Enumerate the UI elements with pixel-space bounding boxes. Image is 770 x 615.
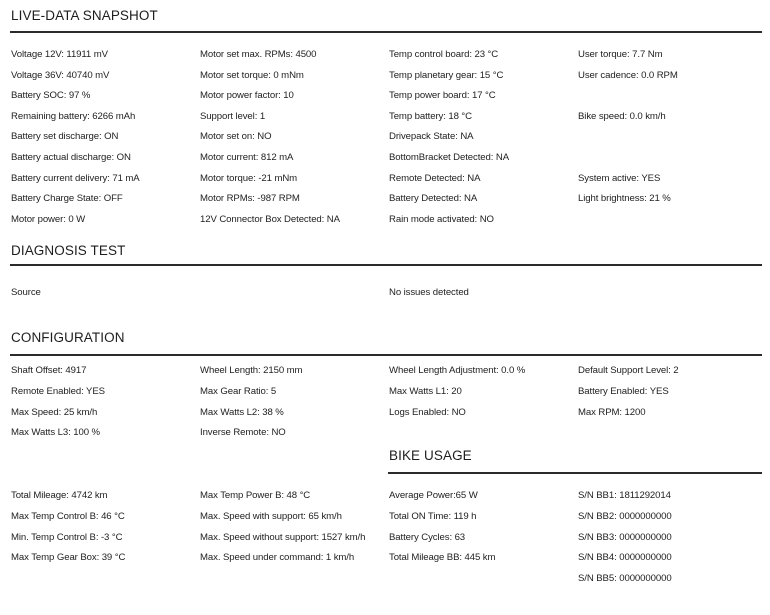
- bike-usage-field: S/N BB5: 0000000000: [578, 573, 672, 585]
- bike-usage-field: Total Mileage: 4742 km: [11, 490, 108, 501]
- live-data-field: Battery Detected: NA: [389, 193, 478, 205]
- live-data-field: Battery set discharge: ON: [11, 131, 119, 143]
- bike-usage-field: Max. Speed with support: 65 km/h: [200, 510, 342, 522]
- live-data-field: Temp battery: 18 °C: [389, 110, 472, 122]
- bike-usage-field: Min. Temp Control B: -3 °C: [11, 531, 123, 543]
- live-data-field: Rain mode activated: NO: [389, 213, 494, 225]
- live-data-field: Drivepack State: NA: [389, 131, 474, 143]
- live-data-field: 12V Connector Box Detected: NA: [200, 213, 340, 225]
- bike-usage-field: Average Power:65 W: [389, 490, 478, 501]
- bike-usage-field: S/N BB2: 0000000000: [578, 510, 672, 522]
- configuration-field: Logs Enabled: NO: [389, 406, 466, 418]
- live-data-field: Temp control board: 23 °C: [389, 49, 499, 60]
- configuration-divider: [10, 354, 762, 356]
- live-data-field: User torque: 7.7 Nm: [578, 49, 663, 60]
- configuration-field: Max Watts L2: 38 %: [200, 406, 284, 418]
- bike-usage-title: BIKE USAGE: [389, 448, 472, 463]
- configuration-field: Max Watts L1: 20: [389, 385, 462, 397]
- live-data-field: Motor power factor: 10: [200, 90, 294, 102]
- bike-usage-field: S/N BB3: 0000000000: [578, 531, 672, 543]
- configuration-field: Remote Enabled: YES: [11, 385, 105, 397]
- live-data-field: Motor current: 812 mA: [200, 152, 294, 163]
- live-data-field: Motor set max. RPMs: 4500: [200, 49, 317, 60]
- configuration-field: Max Speed: 25 km/h: [11, 406, 98, 418]
- bike-usage-field: Max Temp Control B: 46 °C: [11, 510, 125, 522]
- live-data-divider: [10, 31, 762, 33]
- live-data-field: Bike speed: 0.0 km/h: [578, 110, 666, 122]
- diagnosis-result: No issues detected: [389, 287, 469, 298]
- configuration-field: Inverse Remote: NO: [200, 427, 286, 439]
- configuration-field: Wheel Length: 2150 mm: [200, 365, 303, 376]
- configuration-field: Default Support Level: 2: [578, 365, 679, 376]
- bike-usage-field: Max. Speed without support: 1527 km/h: [200, 531, 366, 543]
- diagnosis-divider: [10, 264, 762, 266]
- live-data-field: Motor power: 0 W: [11, 213, 86, 225]
- bike-usage-field: Battery Cycles: 63: [389, 531, 466, 543]
- live-data-field: Battery current delivery: 71 mA: [11, 172, 140, 184]
- live-data-field: Motor set on: NO: [200, 131, 272, 143]
- bike-usage-field: Max Temp Gear Box: 39 °C: [11, 552, 126, 564]
- live-data-field: Motor RPMs: -987 RPM: [200, 193, 300, 205]
- live-data-field: Battery SOC: 97 %: [11, 90, 91, 102]
- configuration-field: Battery Enabled: YES: [578, 385, 669, 397]
- live-data-field: Motor torque: -21 mNm: [200, 172, 298, 184]
- live-data-field: System active: YES: [578, 172, 661, 184]
- live-data-field: Support level: 1: [200, 110, 266, 122]
- live-data-field: User cadence: 0.0 RPM: [578, 69, 678, 81]
- live-data-field: Remote Detected: NA: [389, 172, 481, 184]
- configuration-field: Max RPM: 1200: [578, 406, 646, 418]
- bike-usage-field: Max Temp Power B: 48 °C: [200, 490, 311, 501]
- diagnosis-source-label: Source: [11, 287, 41, 298]
- diagnosis-title: DIAGNOSIS TEST: [11, 243, 126, 258]
- configuration-field: Wheel Length Adjustment: 0.0 %: [389, 365, 526, 376]
- live-data-field: Remaining battery: 6266 mAh: [11, 110, 136, 122]
- bike-usage-field: S/N BB1: 1811292014: [578, 490, 671, 501]
- bike-usage-divider: [388, 472, 762, 474]
- bike-usage-field: S/N BB4: 0000000000: [578, 552, 672, 564]
- live-data-field: Temp planetary gear: 15 °C: [389, 69, 504, 81]
- live-data-title: LIVE-DATA SNAPSHOT: [11, 8, 158, 23]
- live-data-field: Motor set torque: 0 mNm: [200, 69, 304, 81]
- live-data-field: BottomBracket Detected: NA: [389, 152, 510, 163]
- configuration-field: Shaft Offset: 4917: [11, 365, 87, 376]
- bike-usage-field: Total ON Time: 119 h: [389, 510, 477, 522]
- live-data-field: Voltage 12V: 11911 mV: [11, 49, 108, 60]
- live-data-field: Voltage 36V: 40740 mV: [11, 69, 110, 81]
- live-data-field: Temp power board: 17 °C: [389, 90, 496, 102]
- bike-usage-field: Max. Speed under command: 1 km/h: [200, 552, 355, 564]
- live-data-field: Battery actual discharge: ON: [11, 152, 131, 163]
- configuration-title: CONFIGURATION: [11, 330, 125, 345]
- configuration-field: Max Watts L3: 100 %: [11, 427, 100, 439]
- live-data-field: Battery Charge State: OFF: [11, 193, 123, 205]
- live-data-field: Light brightness: 21 %: [578, 193, 671, 205]
- bike-usage-field: Total Mileage BB: 445 km: [389, 552, 496, 564]
- configuration-field: Max Gear Ratio: 5: [200, 385, 277, 397]
